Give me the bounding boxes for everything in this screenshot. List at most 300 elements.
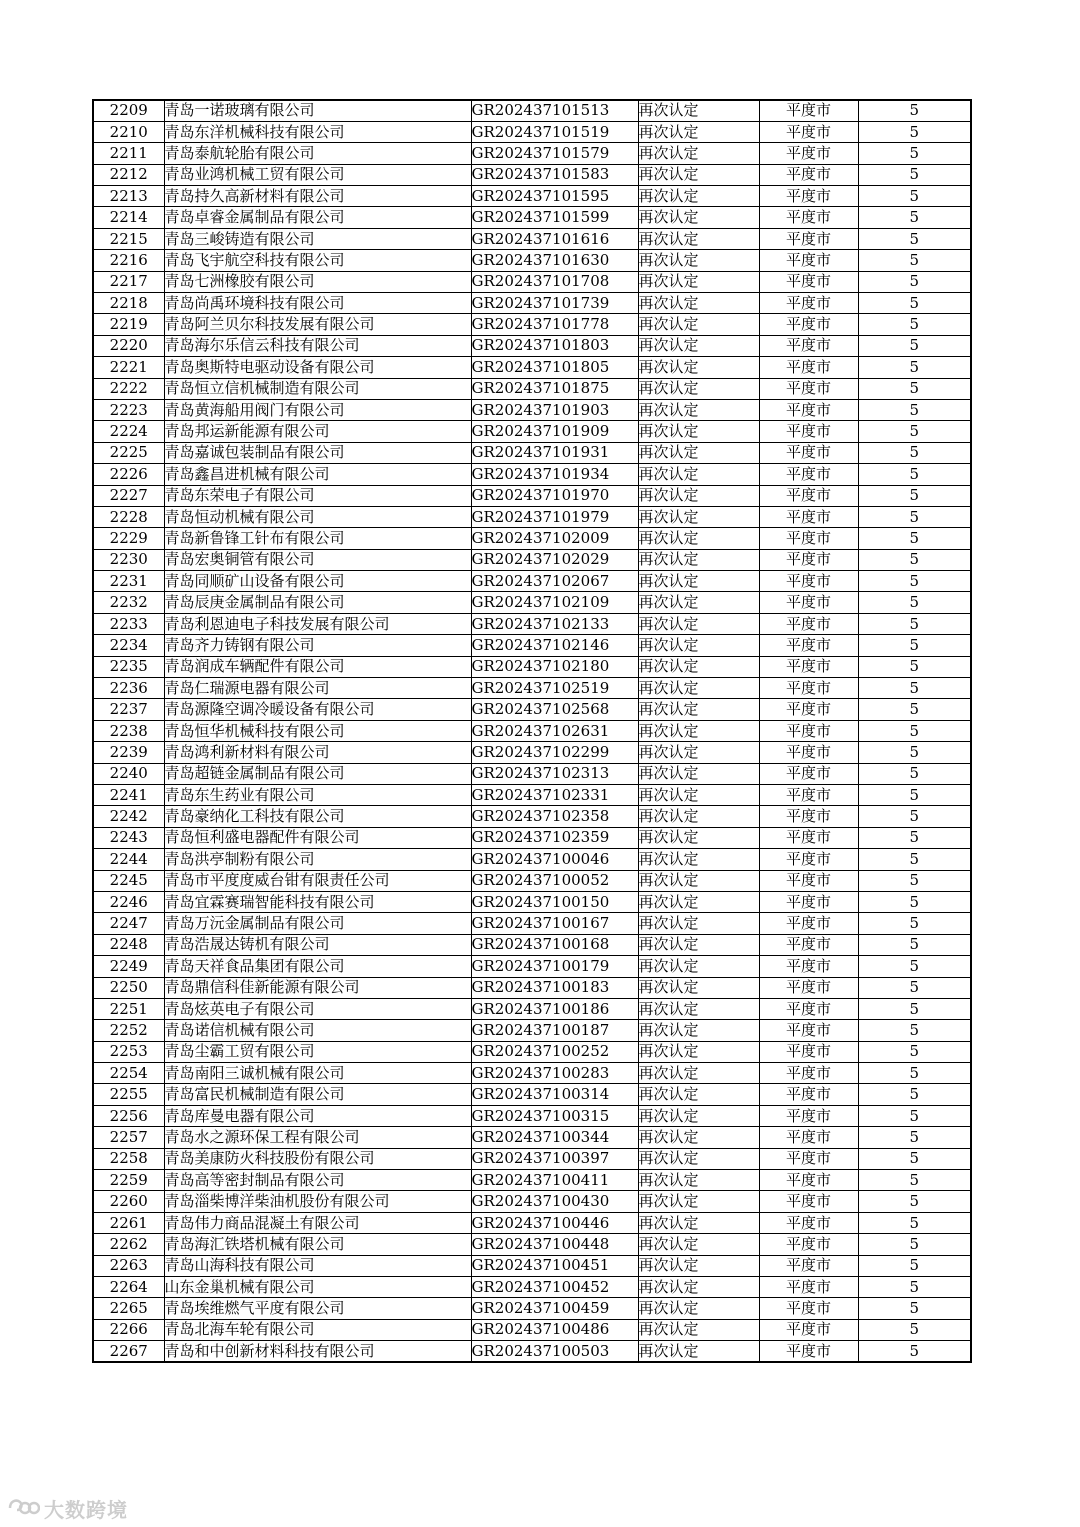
row-number: 2243: [93, 827, 164, 848]
row-number: 2265: [93, 1298, 164, 1319]
company-name: 青岛源隆空调冷暖设备有限公司: [164, 699, 471, 720]
city: 平度市: [759, 1020, 858, 1041]
certification-type: 再次认定: [638, 314, 759, 335]
certification-type: 再次认定: [638, 1063, 759, 1084]
city: 平度市: [759, 785, 858, 806]
table-row: [93, 528, 971, 549]
year-count: 5: [858, 506, 971, 527]
company-name: 青岛利恩迪电子科技发展有限公司: [164, 613, 471, 634]
row-number: 2220: [93, 335, 164, 356]
table-row: [93, 699, 971, 720]
year-count: 5: [858, 421, 971, 442]
certificate-number: GR202437100186: [471, 998, 638, 1019]
year-count: 5: [858, 870, 971, 891]
company-name: 青岛天祥食品集团有限公司: [164, 956, 471, 977]
year-count: 5: [858, 1020, 971, 1041]
certification-type: 再次认定: [638, 956, 759, 977]
row-number: 2210: [93, 121, 164, 142]
row-number: 2249: [93, 956, 164, 977]
table-row: [93, 1041, 971, 1062]
certificate-number: GR202437100187: [471, 1020, 638, 1041]
row-number: 2228: [93, 506, 164, 527]
row-number: 2213: [93, 186, 164, 207]
city: 平度市: [759, 1319, 858, 1340]
company-name: 青岛东洋机械科技有限公司: [164, 121, 471, 142]
company-name: 青岛黄海船用阀门有限公司: [164, 399, 471, 420]
city: 平度市: [759, 613, 858, 634]
company-name: 青岛万沅金属制品有限公司: [164, 913, 471, 934]
certification-type: 再次认定: [638, 1298, 759, 1319]
row-number: 2215: [93, 228, 164, 249]
year-count: 5: [858, 1170, 971, 1191]
year-count: 5: [858, 699, 971, 720]
year-count: 5: [858, 378, 971, 399]
city: 平度市: [759, 720, 858, 741]
table-row: [93, 442, 971, 463]
certification-type: 再次认定: [638, 891, 759, 912]
certificate-number: GR202437101875: [471, 378, 638, 399]
table-row: [93, 934, 971, 955]
year-count: 5: [858, 1319, 971, 1340]
row-number: 2256: [93, 1105, 164, 1126]
year-count: 5: [858, 1148, 971, 1169]
certificate-number: GR202437102359: [471, 827, 638, 848]
table-row: [93, 827, 971, 848]
row-number: 2257: [93, 1127, 164, 1148]
city: 平度市: [759, 1084, 858, 1105]
table-row: [93, 1298, 971, 1319]
certification-type: 再次认定: [638, 934, 759, 955]
city: 平度市: [759, 293, 858, 314]
certification-type: 再次认定: [638, 1020, 759, 1041]
row-number: 2253: [93, 1041, 164, 1062]
certification-type: 再次认定: [638, 186, 759, 207]
city: 平度市: [759, 271, 858, 292]
year-count: 5: [858, 228, 971, 249]
certificate-number: GR202437100411: [471, 1170, 638, 1191]
row-number: 2260: [93, 1191, 164, 1212]
certification-type: 再次认定: [638, 399, 759, 420]
certificate-number: GR202437101583: [471, 164, 638, 185]
city: 平度市: [759, 1041, 858, 1062]
table-row: [93, 1234, 971, 1255]
city: 平度市: [759, 164, 858, 185]
table-row: [93, 250, 971, 271]
year-count: 5: [858, 806, 971, 827]
city: 平度市: [759, 1276, 858, 1297]
certification-type: 再次认定: [638, 1127, 759, 1148]
certificate-number: GR202437102180: [471, 656, 638, 677]
row-number: 2241: [93, 785, 164, 806]
year-count: 5: [858, 1298, 971, 1319]
city: 平度市: [759, 421, 858, 442]
table-row: [93, 956, 971, 977]
company-name: 青岛市平度度威台钳有限责任公司: [164, 870, 471, 891]
table-row: [93, 100, 971, 121]
company-name: 青岛高等密封制品有限公司: [164, 1170, 471, 1191]
table-row: [93, 1212, 971, 1233]
certification-type: 再次认定: [638, 293, 759, 314]
city: 平度市: [759, 913, 858, 934]
row-number: 2217: [93, 271, 164, 292]
table-row: [93, 121, 971, 142]
certification-type: 再次认定: [638, 1276, 759, 1297]
company-name: 青岛水之源环保工程有限公司: [164, 1127, 471, 1148]
city: 平度市: [759, 1234, 858, 1255]
row-number: 2238: [93, 720, 164, 741]
year-count: 5: [858, 998, 971, 1019]
year-count: 5: [858, 1105, 971, 1126]
row-number: 2230: [93, 549, 164, 570]
row-number: 2236: [93, 678, 164, 699]
city: 平度市: [759, 678, 858, 699]
company-name: 青岛恒动机械有限公司: [164, 506, 471, 527]
year-count: 5: [858, 763, 971, 784]
company-name: 青岛东荣电子有限公司: [164, 485, 471, 506]
row-number: 2251: [93, 998, 164, 1019]
certification-type: 再次认定: [638, 785, 759, 806]
company-name: 青岛辰庚金属制品有限公司: [164, 592, 471, 613]
city: 平度市: [759, 100, 858, 121]
certification-type: 再次认定: [638, 549, 759, 570]
table-row: [93, 164, 971, 185]
year-count: 5: [858, 571, 971, 592]
city: 平度市: [759, 956, 858, 977]
row-number: 2212: [93, 164, 164, 185]
certificate-number: GR202437102109: [471, 592, 638, 613]
company-name: 山东金巢机械有限公司: [164, 1276, 471, 1297]
city: 平度市: [759, 1170, 858, 1191]
company-name: 青岛超链金属制品有限公司: [164, 763, 471, 784]
certification-type: 再次认定: [638, 1212, 759, 1233]
table-row: [93, 506, 971, 527]
table-row: [93, 806, 971, 827]
year-count: 5: [858, 528, 971, 549]
row-number: 2248: [93, 934, 164, 955]
city: 平度市: [759, 207, 858, 228]
certificate-number: GR202437101970: [471, 485, 638, 506]
table-row: [93, 228, 971, 249]
city: 平度市: [759, 977, 858, 998]
city: 平度市: [759, 228, 858, 249]
year-count: 5: [858, 635, 971, 656]
company-name: 青岛鸿利新材料有限公司: [164, 742, 471, 763]
year-count: 5: [858, 913, 971, 934]
table-row: [93, 763, 971, 784]
year-count: 5: [858, 656, 971, 677]
city: 平度市: [759, 1212, 858, 1233]
city: 平度市: [759, 186, 858, 207]
row-number: 2261: [93, 1212, 164, 1233]
company-name: 青岛浩晟达铸机有限公司: [164, 934, 471, 955]
year-count: 5: [858, 464, 971, 485]
certification-type: 再次认定: [638, 1234, 759, 1255]
certificate-number: GR202437100252: [471, 1041, 638, 1062]
table-row: [93, 592, 971, 613]
row-number: 2229: [93, 528, 164, 549]
row-number: 2224: [93, 421, 164, 442]
table-row: [93, 1191, 971, 1212]
year-count: 5: [858, 250, 971, 271]
company-name: 青岛泰航轮胎有限公司: [164, 143, 471, 164]
city: 平度市: [759, 357, 858, 378]
row-number: 2209: [93, 100, 164, 121]
city: 平度市: [759, 891, 858, 912]
certificate-number: GR202437100451: [471, 1255, 638, 1276]
certification-type: 再次认定: [638, 998, 759, 1019]
certificate-number: GR202437102029: [471, 549, 638, 570]
company-name: 青岛北海车轮有限公司: [164, 1319, 471, 1340]
row-number: 2233: [93, 613, 164, 634]
row-number: 2245: [93, 870, 164, 891]
certificate-number: GR202437101803: [471, 335, 638, 356]
company-name: 青岛邦运新能源有限公司: [164, 421, 471, 442]
city: 平度市: [759, 1298, 858, 1319]
city: 平度市: [759, 528, 858, 549]
certification-type: 再次认定: [638, 827, 759, 848]
year-count: 5: [858, 271, 971, 292]
table-row: [93, 421, 971, 442]
certificate-number: GR202437100167: [471, 913, 638, 934]
table-row: [93, 849, 971, 870]
year-count: 5: [858, 1341, 971, 1362]
year-count: 5: [858, 1255, 971, 1276]
certification-type: 再次认定: [638, 335, 759, 356]
certification-type: 再次认定: [638, 763, 759, 784]
certification-type: 再次认定: [638, 421, 759, 442]
city: 平度市: [759, 1127, 858, 1148]
city: 平度市: [759, 742, 858, 763]
table-row: [93, 314, 971, 335]
city: 平度市: [759, 1341, 858, 1362]
company-name: 青岛卓睿金属制品有限公司: [164, 207, 471, 228]
year-count: 5: [858, 186, 971, 207]
city: 平度市: [759, 656, 858, 677]
row-number: 2246: [93, 891, 164, 912]
company-name: 青岛诺信机械有限公司: [164, 1020, 471, 1041]
company-name: 青岛淄柴博洋柴油机股份有限公司: [164, 1191, 471, 1212]
certification-type: 再次认定: [638, 1191, 759, 1212]
certification-type: 再次认定: [638, 250, 759, 271]
table-row: [93, 1341, 971, 1362]
row-number: 2222: [93, 378, 164, 399]
year-count: 5: [858, 827, 971, 848]
company-name: 青岛持久高新材料有限公司: [164, 186, 471, 207]
city: 平度市: [759, 143, 858, 164]
certificate-number: GR202437100397: [471, 1148, 638, 1169]
certificate-number: GR202437100150: [471, 891, 638, 912]
table-row: [93, 186, 971, 207]
company-name: 青岛润成车辆配件有限公司: [164, 656, 471, 677]
certification-type: 再次认定: [638, 1341, 759, 1362]
year-count: 5: [858, 785, 971, 806]
year-count: 5: [858, 357, 971, 378]
certification-type: 再次认定: [638, 1170, 759, 1191]
city: 平度市: [759, 592, 858, 613]
certification-type: 再次认定: [638, 528, 759, 549]
year-count: 5: [858, 1191, 971, 1212]
table-row: [93, 271, 971, 292]
row-number: 2214: [93, 207, 164, 228]
table-row: [93, 678, 971, 699]
table-row: [93, 571, 971, 592]
city: 平度市: [759, 314, 858, 335]
year-count: 5: [858, 100, 971, 121]
city: 平度市: [759, 934, 858, 955]
table-row: [93, 1319, 971, 1340]
table-row: [93, 977, 971, 998]
year-count: 5: [858, 1041, 971, 1062]
logo-icon: [6, 1496, 40, 1520]
year-count: 5: [858, 549, 971, 570]
year-count: 5: [858, 314, 971, 335]
year-count: 5: [858, 1212, 971, 1233]
certification-type: 再次认定: [638, 464, 759, 485]
city: 平度市: [759, 378, 858, 399]
certification-type: 再次认定: [638, 378, 759, 399]
certification-type: 再次认定: [638, 442, 759, 463]
city: 平度市: [759, 485, 858, 506]
certificate-number: GR202437102519: [471, 678, 638, 699]
city: 平度市: [759, 250, 858, 271]
company-name: 青岛一诺玻璃有限公司: [164, 100, 471, 121]
table-row: [93, 1020, 971, 1041]
year-count: 5: [858, 1063, 971, 1084]
certification-type: 再次认定: [638, 1255, 759, 1276]
certificate-number: GR202437101934: [471, 464, 638, 485]
certificate-number: GR202437101595: [471, 186, 638, 207]
row-number: 2255: [93, 1084, 164, 1105]
company-name: 青岛宏奥铜管有限公司: [164, 549, 471, 570]
row-number: 2226: [93, 464, 164, 485]
year-count: 5: [858, 485, 971, 506]
row-number: 2254: [93, 1063, 164, 1084]
row-number: 2237: [93, 699, 164, 720]
company-name: 青岛东生药业有限公司: [164, 785, 471, 806]
certificate-number: GR202437102067: [471, 571, 638, 592]
company-name: 青岛阿兰贝尔科技发展有限公司: [164, 314, 471, 335]
city: 平度市: [759, 335, 858, 356]
city: 平度市: [759, 827, 858, 848]
certificate-number: GR202437100503: [471, 1341, 638, 1362]
certificate-number: GR202437102133: [471, 613, 638, 634]
table-row: [93, 207, 971, 228]
certificate-number: GR202437100486: [471, 1319, 638, 1340]
year-count: 5: [858, 164, 971, 185]
certification-type: 再次认定: [638, 913, 759, 934]
company-name: 青岛洪亭制粉有限公司: [164, 849, 471, 870]
certification-type: 再次认定: [638, 977, 759, 998]
company-name: 青岛宜霖赛瑞智能科技有限公司: [164, 891, 471, 912]
certificate-number: GR202437100046: [471, 849, 638, 870]
row-number: 2266: [93, 1319, 164, 1340]
year-count: 5: [858, 891, 971, 912]
year-count: 5: [858, 592, 971, 613]
certificate-number: GR202437101778: [471, 314, 638, 335]
table-body: [93, 100, 971, 1362]
year-count: 5: [858, 399, 971, 420]
city: 平度市: [759, 699, 858, 720]
company-name: 青岛海尔乐信云科技有限公司: [164, 335, 471, 356]
table-row: [93, 742, 971, 763]
table-row: [93, 720, 971, 741]
certificate-number: GR202437101599: [471, 207, 638, 228]
row-number: 2267: [93, 1341, 164, 1362]
city: 平度市: [759, 399, 858, 420]
company-name: 青岛业鸿机械工贸有限公司: [164, 164, 471, 185]
city: 平度市: [759, 1191, 858, 1212]
city: 平度市: [759, 1105, 858, 1126]
certificate-number: GR202437102009: [471, 528, 638, 549]
row-number: 2218: [93, 293, 164, 314]
city: 平度市: [759, 571, 858, 592]
company-name: 青岛南阳三诚机械有限公司: [164, 1063, 471, 1084]
city: 平度市: [759, 1255, 858, 1276]
certificate-number: GR202437100430: [471, 1191, 638, 1212]
year-count: 5: [858, 742, 971, 763]
row-number: 2240: [93, 763, 164, 784]
table-row: [93, 357, 971, 378]
certificate-number: GR202437100168: [471, 934, 638, 955]
company-name: 青岛恒华机械科技有限公司: [164, 720, 471, 741]
year-count: 5: [858, 335, 971, 356]
certification-type: 再次认定: [638, 635, 759, 656]
row-number: 2252: [93, 1020, 164, 1041]
company-name: 青岛鼎信科佳新能源有限公司: [164, 977, 471, 998]
row-number: 2216: [93, 250, 164, 271]
certification-type: 再次认定: [638, 485, 759, 506]
city: 平度市: [759, 121, 858, 142]
certification-type: 再次认定: [638, 742, 759, 763]
year-count: 5: [858, 1084, 971, 1105]
certificate-number: GR202437100344: [471, 1127, 638, 1148]
company-name: 青岛富民机械制造有限公司: [164, 1084, 471, 1105]
year-count: 5: [858, 720, 971, 741]
row-number: 2242: [93, 806, 164, 827]
year-count: 5: [858, 442, 971, 463]
table-row: [93, 399, 971, 420]
company-name: 青岛和中创新材料科技有限公司: [164, 1341, 471, 1362]
table-row: [93, 913, 971, 934]
certification-type: 再次认定: [638, 506, 759, 527]
year-count: 5: [858, 613, 971, 634]
year-count: 5: [858, 207, 971, 228]
certification-type: 再次认定: [638, 849, 759, 870]
certificate-number: GR202437100183: [471, 977, 638, 998]
company-name: 青岛鑫昌进机械有限公司: [164, 464, 471, 485]
row-number: 2250: [93, 977, 164, 998]
certification-type: 再次认定: [638, 1084, 759, 1105]
company-name: 青岛奥斯特电驱动设备有限公司: [164, 357, 471, 378]
certification-type: 再次认定: [638, 613, 759, 634]
row-number: 2231: [93, 571, 164, 592]
table-row: [93, 1170, 971, 1191]
year-count: 5: [858, 1127, 971, 1148]
table-row: [93, 485, 971, 506]
row-number: 2232: [93, 592, 164, 613]
table-row: [93, 870, 971, 891]
certificate-number: GR202437100448: [471, 1234, 638, 1255]
company-name: 青岛海汇铁塔机械有限公司: [164, 1234, 471, 1255]
row-number: 2247: [93, 913, 164, 934]
certification-type: 再次认定: [638, 870, 759, 891]
certificate-number: GR202437101513: [471, 100, 638, 121]
certificate-number: GR202437100446: [471, 1212, 638, 1233]
certification-type: 再次认定: [638, 121, 759, 142]
certification-type: 再次认定: [638, 699, 759, 720]
certificate-number: GR202437101579: [471, 143, 638, 164]
certification-type: 再次认定: [638, 656, 759, 677]
